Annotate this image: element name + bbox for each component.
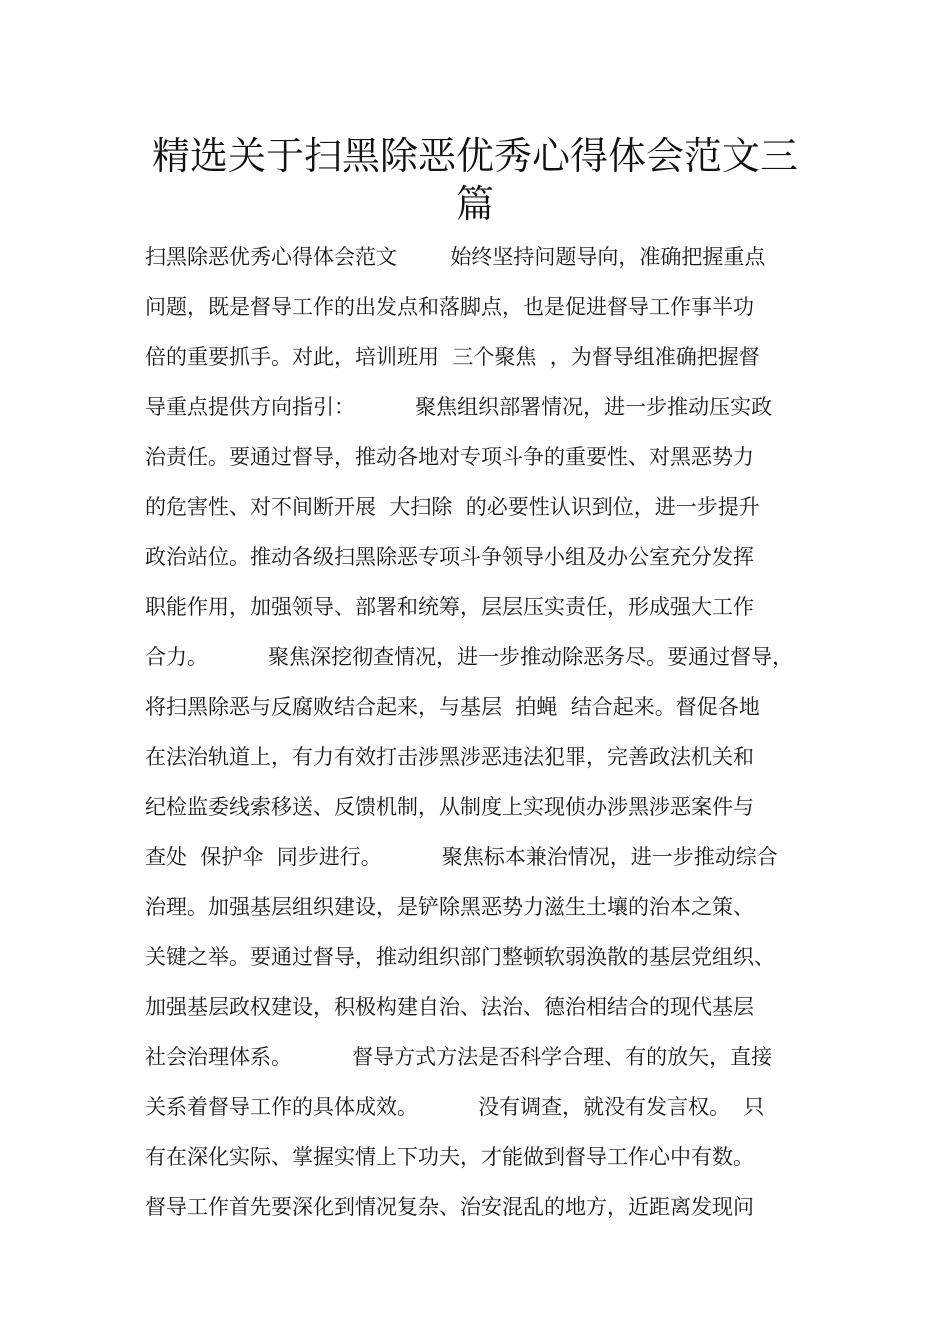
document-title-line-1: 精选关于扫黑除恶优秀心得体会范文三 [151, 134, 798, 178]
body-line: 政治站位。推动各级扫黑除恶专项斗争领导小组及办公室充分发挥 [145, 545, 754, 569]
body-line: 加强基层政权建设，积极构建自治、法治、德治相结合的现代基层 [145, 995, 754, 1019]
document-body [145, 232, 835, 1232]
body-line: 职能作用，加强领导、部署和统筹，层层压实责任，形成强大工作 [145, 595, 754, 619]
document-title-line-2: 篇 [455, 182, 494, 226]
body-line: 扫黑除恶优秀心得体会范文 始终坚持问题导向，准确把握重点 [145, 245, 766, 269]
body-line: 纪检监委线索移送、反馈机制，从制度上实现侦办涉黑涉恶案件与 [145, 795, 754, 819]
body-line: 督导工作首先要深化到情况复杂、治安混乱的地方，近距离发现问 [145, 1195, 754, 1219]
body-line: 查处 保护伞 同步进行。 聚焦标本兼治情况，进一步推动综合 [145, 845, 778, 869]
body-line: 的危害性、对不间断开展 大扫除 的必要性认识到位，进一步提升 [145, 495, 760, 519]
body-line: 关系着督导工作的具体成效。 没有调查，就没有发言权。 只 [145, 1095, 765, 1119]
body-line: 合力。 聚焦深挖彻查情况，进一步推动除恶务尽。要通过督导， [145, 645, 794, 669]
body-line: 关键之举。要通过督导，推动组织部门整顿软弱涣散的基层党组织、 [145, 945, 775, 969]
body-line: 在法治轨道上，有力有效打击涉黑涉恶违法犯罪，完善政法机关和 [145, 745, 754, 769]
body-line: 导重点提供方向指引： 聚焦组织部署情况，进一步推动压实政 [145, 395, 773, 419]
body-line: 治责任。要通过督导，推动各地对专项斗争的重要性、对黑恶势力 [145, 445, 754, 469]
body-line: 倍的重要抓手。对此，培训班用 三个聚焦 ，为督导组准确把握督 [145, 345, 760, 369]
body-line: 社会治理体系。 督导方式方法是否科学合理、有的放矢，直接 [145, 1045, 773, 1069]
body-line: 有在深化实际、掌握实情上下功夫，才能做到督导工作心中有数。 [145, 1145, 754, 1169]
body-line: 将扫黑除恶与反腐败结合起来，与基层 拍蝇 结合起来。督促各地 [145, 695, 760, 719]
body-line: 治理。加强基层组织建设，是铲除黑恶势力滋生土壤的治本之策、 [145, 895, 754, 919]
body-line: 问题，既是督导工作的出发点和落脚点，也是促进督导工作事半功 [145, 295, 754, 319]
